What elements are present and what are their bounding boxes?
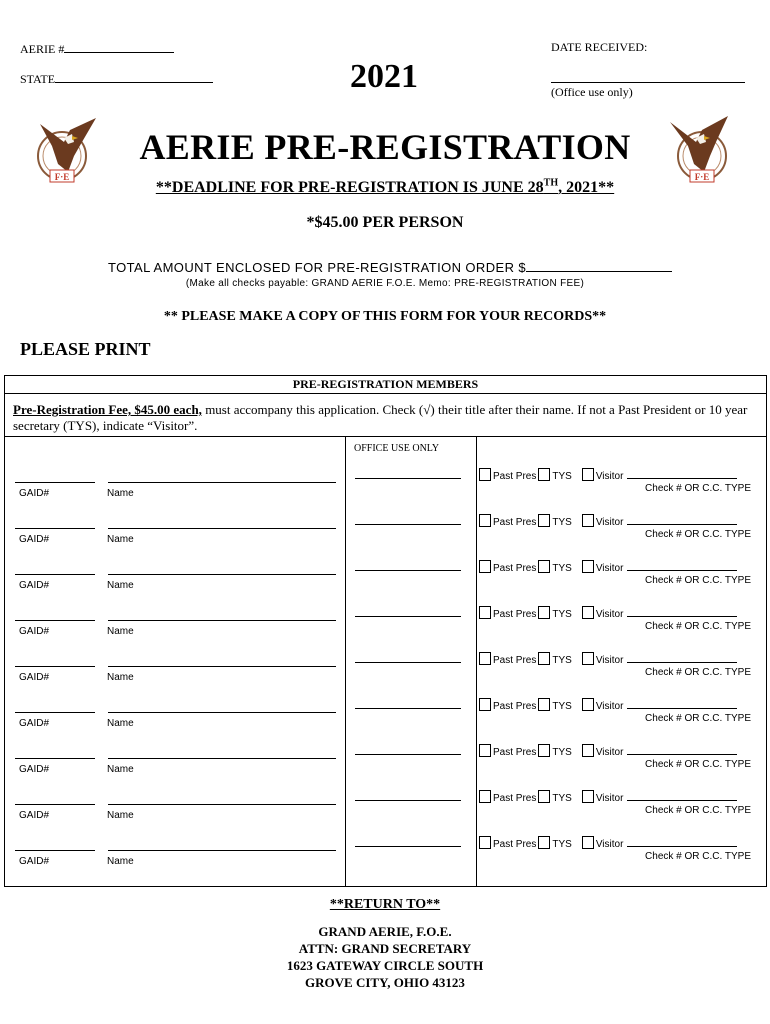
visitor-checkbox[interactable] (582, 560, 594, 573)
state-label: STATE (20, 72, 56, 86)
name-label: Name (107, 764, 134, 775)
title-checkboxes: Past Pres TYS Visitor (479, 606, 737, 620)
past-pres-checkbox[interactable] (479, 468, 491, 481)
office-use-input[interactable] (355, 846, 461, 847)
check-number-input[interactable] (627, 744, 737, 755)
check-number-input[interactable] (627, 698, 737, 709)
table-heading: PRE-REGISTRATION MEMBERS (5, 376, 766, 394)
fee-instructions: Pre-Registration Fee, $45.00 each, must accompany this application. Check (√) their title after their name. If not a Past President or 10 year secretary (TYS), indicate “Visitor”. (13, 402, 748, 433)
gaid-label: GAID# (19, 626, 50, 637)
title-checkboxes: Past Pres TYS Visitor (479, 698, 737, 712)
registration-table (4, 375, 767, 887)
check-number-input[interactable] (627, 468, 737, 479)
check-type-label: Check # OR C.C. TYPE (645, 483, 751, 494)
aerie-number-field[interactable] (20, 40, 174, 57)
visitor-checkbox[interactable] (582, 468, 594, 481)
form-title: AERIE PRE-REGISTRATION (139, 127, 631, 167)
copy-records-note: ** PLEASE MAKE A COPY OF THIS FORM FOR YOUR RECORDS** (163, 309, 607, 324)
past-pres-checkbox[interactable] (479, 698, 491, 711)
gaid-input[interactable] (15, 482, 95, 483)
office-use-input[interactable] (355, 754, 461, 755)
gaid-label: GAID# (19, 488, 50, 499)
check-type-label: Check # OR C.C. TYPE (645, 621, 751, 632)
name-input[interactable] (108, 712, 336, 713)
name-label: Name (107, 580, 134, 591)
name-label: Name (107, 672, 134, 683)
office-use-column (345, 436, 477, 886)
check-number-input[interactable] (627, 560, 737, 571)
tys-checkbox[interactable] (538, 560, 550, 573)
check-number-input[interactable] (627, 836, 737, 847)
state-field[interactable] (20, 70, 213, 87)
office-use-input[interactable] (355, 800, 461, 801)
gaid-input[interactable] (15, 666, 95, 667)
name-label: Name (107, 718, 134, 729)
name-label: Name (107, 488, 134, 499)
name-label: Name (107, 626, 134, 637)
title-checkboxes: Past Pres TYS Visitor (479, 652, 737, 666)
name-input[interactable] (108, 528, 336, 529)
gaid-label: GAID# (19, 856, 50, 867)
name-input[interactable] (108, 574, 336, 575)
title-checkboxes: Past Pres TYS Visitor (479, 560, 737, 574)
name-input[interactable] (108, 804, 336, 805)
visitor-checkbox[interactable] (582, 606, 594, 619)
check-number-input[interactable] (627, 606, 737, 617)
total-amount-field[interactable] (108, 259, 672, 275)
name-label: Name (107, 856, 134, 867)
gaid-label: GAID# (19, 810, 50, 821)
gaid-input[interactable] (15, 758, 95, 759)
name-label: Name (107, 810, 134, 821)
please-print-heading: PLEASE PRINT (20, 339, 151, 359)
office-use-input[interactable] (355, 524, 461, 525)
visitor-checkbox[interactable] (582, 652, 594, 665)
name-input[interactable] (108, 482, 336, 483)
past-pres-checkbox[interactable] (479, 560, 491, 573)
tys-checkbox[interactable] (538, 698, 550, 711)
gaid-label: GAID# (19, 534, 50, 545)
payable-note: (Make all checks payable: GRAND AERIE F.O.E. Memo: PRE-REGISTRATION FEE) (185, 278, 585, 289)
past-pres-checkbox[interactable] (479, 744, 491, 757)
past-pres-checkbox[interactable] (479, 514, 491, 527)
gaid-label: GAID# (19, 672, 50, 683)
aerie-number-label: AERIE # (20, 42, 65, 56)
tys-checkbox[interactable] (538, 790, 550, 803)
check-number-input[interactable] (627, 514, 737, 525)
gaid-label: GAID# (19, 764, 50, 775)
title-checkboxes: Past Pres TYS Visitor (479, 744, 737, 758)
office-use-input[interactable] (355, 616, 461, 617)
check-type-label: Check # OR C.C. TYPE (645, 575, 751, 586)
check-type-label: Check # OR C.C. TYPE (645, 713, 751, 724)
svg-text:F·E: F·E (54, 172, 70, 182)
office-use-input[interactable] (355, 708, 461, 709)
name-label: Name (107, 534, 134, 545)
check-type-label: Check # OR C.C. TYPE (645, 667, 751, 678)
check-type-label: Check # OR C.C. TYPE (645, 805, 751, 816)
office-use-input[interactable] (355, 570, 461, 571)
tys-checkbox[interactable] (538, 468, 550, 481)
fee-per-person: *$45.00 PER PERSON (306, 214, 464, 231)
gaid-input[interactable] (15, 528, 95, 529)
gaid-input[interactable] (15, 804, 95, 805)
visitor-checkbox[interactable] (582, 790, 594, 803)
past-pres-checkbox[interactable] (479, 652, 491, 665)
address-line: GROVE CITY, OHIO 43123 (305, 975, 465, 990)
gaid-input[interactable] (15, 620, 95, 621)
date-received-field[interactable] (551, 82, 745, 83)
name-input[interactable] (108, 620, 336, 621)
visitor-checkbox[interactable] (582, 744, 594, 757)
past-pres-checkbox[interactable] (479, 790, 491, 803)
gaid-label: GAID# (19, 580, 50, 591)
form-year: 2021 (350, 58, 418, 95)
name-input[interactable] (108, 666, 336, 667)
past-pres-checkbox[interactable] (479, 836, 491, 849)
check-type-label: Check # OR C.C. TYPE (645, 851, 751, 862)
check-type-label: Check # OR C.C. TYPE (645, 759, 751, 770)
svg-text:F·E: F·E (694, 172, 710, 182)
title-checkboxes: Past Pres TYS Visitor (479, 514, 737, 528)
gaid-input[interactable] (15, 574, 95, 575)
return-address (0, 923, 770, 991)
check-number-input[interactable] (627, 790, 737, 801)
title-checkboxes: Past Pres TYS Visitor (479, 790, 737, 804)
office-use-only-note: (Office use only) (551, 85, 633, 99)
title-checkboxes: Past Pres TYS Visitor (479, 836, 737, 850)
return-to-heading: **RETURN TO** (329, 897, 441, 912)
check-type-label: Check # OR C.C. TYPE (645, 529, 751, 540)
office-use-column-label: OFFICE USE ONLY (354, 443, 440, 454)
tys-checkbox[interactable] (538, 652, 550, 665)
name-input[interactable] (108, 758, 336, 759)
gaid-input[interactable] (15, 712, 95, 713)
address-line: 1623 GATEWAY CIRCLE SOUTH (286, 958, 484, 973)
tys-checkbox[interactable] (538, 744, 550, 757)
name-input[interactable] (108, 850, 336, 851)
gaid-input[interactable] (15, 850, 95, 851)
office-use-input[interactable] (355, 478, 461, 479)
address-line: GRAND AERIE, F.O.E. (318, 924, 452, 939)
gaid-label: GAID# (19, 718, 50, 729)
tys-checkbox[interactable] (538, 514, 550, 527)
date-received-label: DATE RECEIVED: (551, 40, 648, 54)
title-checkboxes: Past Pres TYS Visitor (479, 468, 737, 482)
past-pres-checkbox[interactable] (479, 606, 491, 619)
check-number-input[interactable] (627, 652, 737, 663)
visitor-checkbox[interactable] (582, 514, 594, 527)
address-line: ATTN: GRAND SECRETARY (298, 941, 472, 956)
tys-checkbox[interactable] (538, 836, 550, 849)
visitor-checkbox[interactable] (582, 836, 594, 849)
deadline-notice: **DEADLINE FOR PRE-REGISTRATION IS JUNE 28TH, 2021** (155, 178, 615, 197)
office-use-input[interactable] (355, 662, 461, 663)
visitor-checkbox[interactable] (582, 698, 594, 711)
tys-checkbox[interactable] (538, 606, 550, 619)
total-amount-label: TOTAL AMOUNT ENCLOSED FOR PRE-REGISTRATION ORDER $ (108, 260, 526, 275)
